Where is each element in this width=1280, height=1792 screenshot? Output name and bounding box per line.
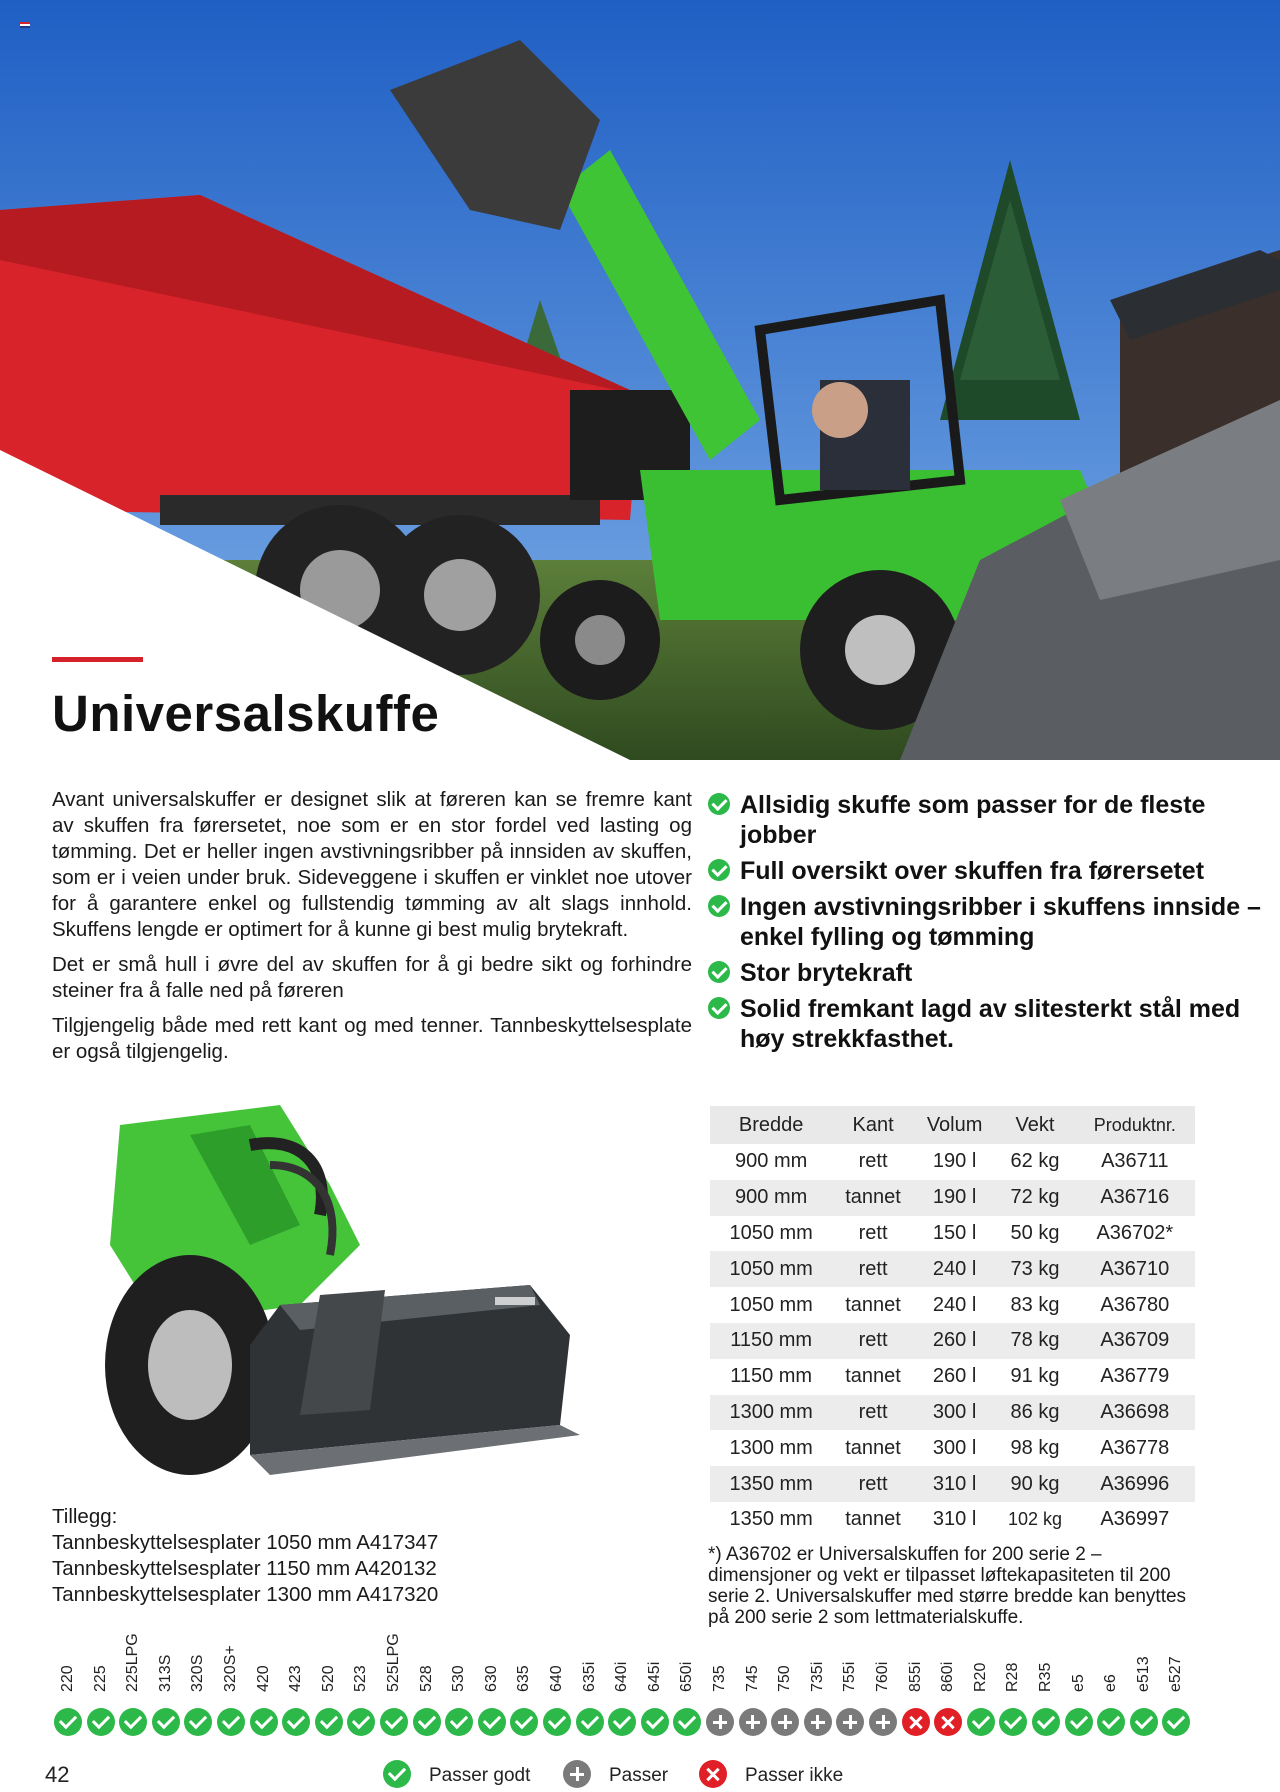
check-icon bbox=[510, 1708, 538, 1736]
table-row bbox=[710, 1216, 1195, 1252]
plus-icon bbox=[706, 1708, 734, 1736]
model-name: 650i bbox=[678, 1661, 696, 1692]
check-icon bbox=[543, 1708, 571, 1736]
model-label bbox=[443, 1632, 475, 1692]
table-cell: 1150 mm bbox=[710, 1323, 832, 1359]
check-icon bbox=[315, 1708, 343, 1736]
model-name: 750 bbox=[776, 1665, 794, 1692]
model-name: R35 bbox=[1037, 1662, 1054, 1692]
check-icon bbox=[641, 1708, 669, 1736]
table-cell: 72 kg bbox=[995, 1180, 1074, 1216]
plus-icon bbox=[869, 1708, 897, 1736]
table-cell: rett bbox=[832, 1251, 914, 1287]
table-cell: 1350 mm bbox=[710, 1502, 832, 1538]
accessory-line: Tannbeskyttelsesplater 1300 mm A417320 bbox=[52, 1583, 439, 1606]
table-row bbox=[710, 1323, 1195, 1359]
table-row bbox=[710, 1251, 1195, 1287]
column-header: Volum bbox=[914, 1106, 996, 1144]
legend-label: Passer bbox=[609, 1765, 669, 1786]
model-name: 320S+ bbox=[222, 1645, 239, 1692]
model-name: 220 bbox=[59, 1665, 76, 1692]
table-cell: 102 kg bbox=[995, 1502, 1074, 1538]
model-label bbox=[280, 1632, 312, 1692]
spec-table bbox=[710, 1106, 1195, 1538]
check-icon bbox=[54, 1708, 82, 1736]
model-name: 320S bbox=[189, 1654, 207, 1692]
table-cell: A36997 bbox=[1075, 1502, 1195, 1538]
table-row bbox=[710, 1466, 1195, 1502]
table-cell: tannet bbox=[832, 1287, 914, 1323]
check-icon bbox=[282, 1708, 310, 1736]
check-icon bbox=[967, 1708, 995, 1736]
table-cell: 86 kg bbox=[995, 1395, 1074, 1431]
table-cell: 310 l bbox=[914, 1466, 996, 1502]
model-label bbox=[378, 1632, 410, 1692]
accessory-line: Tannbeskyttelsesplater 1050 mm A417347 bbox=[52, 1531, 439, 1554]
model-name: 640i bbox=[613, 1661, 631, 1692]
model-name: e5 bbox=[1069, 1674, 1087, 1692]
feature-text: Allsidig skuffe som passer for de fleste jobber bbox=[740, 791, 1206, 849]
check-icon bbox=[1162, 1708, 1190, 1736]
plus-icon bbox=[771, 1708, 799, 1736]
feature-item bbox=[708, 856, 1268, 886]
intro-paragraph: Avant universalskuffer er designet slik at føreren kan se fremre kant av skuffen fra førersetet, noe som er en stor fordel ved lasting og tømming. Det er heller ingen avstivningsribber på innsiden av skuffen, som er i veien under bruk. Sideveggene i skuffen er vinklet noe utover for å garantere enkel og fullstendig tømming av alt slags innhold. Skuffens lengde er optimert for å kunne gi best mulig brytekraft. bbox=[52, 788, 692, 941]
check-icon bbox=[152, 1708, 180, 1736]
table-cell: 1300 mm bbox=[710, 1430, 832, 1466]
model-label bbox=[52, 1632, 84, 1692]
table-row bbox=[710, 1502, 1195, 1538]
check-icon bbox=[478, 1708, 506, 1736]
model-name: 855i bbox=[906, 1661, 924, 1692]
table-cell: rett bbox=[832, 1323, 914, 1359]
table-cell: 900 mm bbox=[710, 1144, 832, 1180]
table-cell: 310 l bbox=[914, 1502, 996, 1538]
model-name: 635i bbox=[580, 1661, 598, 1692]
table-cell: rett bbox=[832, 1216, 914, 1252]
model-label bbox=[411, 1632, 443, 1692]
feature-item bbox=[708, 994, 1268, 1054]
check-icon bbox=[119, 1708, 147, 1736]
column-header: Vekt bbox=[995, 1106, 1074, 1144]
model-label bbox=[639, 1632, 671, 1692]
model-name: 645i bbox=[645, 1661, 663, 1692]
title-accent-line bbox=[52, 657, 143, 662]
table-cell: 240 l bbox=[914, 1251, 996, 1287]
table-cell: 1300 mm bbox=[710, 1395, 832, 1431]
check-icon bbox=[708, 961, 730, 983]
check-icon bbox=[673, 1708, 701, 1736]
table-cell: 1050 mm bbox=[710, 1251, 832, 1287]
model-name: 640 bbox=[548, 1665, 565, 1692]
table-cell: A36702* bbox=[1075, 1216, 1195, 1252]
table-cell: rett bbox=[832, 1144, 914, 1180]
table-cell: 90 kg bbox=[995, 1466, 1074, 1502]
column-header: Kant bbox=[832, 1106, 914, 1144]
check-icon bbox=[445, 1708, 473, 1736]
plus-icon bbox=[563, 1760, 591, 1788]
model-label bbox=[541, 1632, 573, 1692]
model-name: 735i bbox=[808, 1661, 826, 1692]
table-cell: 190 l bbox=[914, 1180, 996, 1216]
feature-item bbox=[708, 958, 1268, 988]
table-cell: A36710 bbox=[1075, 1251, 1195, 1287]
bucket-product-image bbox=[100, 1105, 660, 1505]
check-icon bbox=[347, 1708, 375, 1736]
model-label bbox=[150, 1632, 182, 1692]
legend-label: Passer godt bbox=[429, 1765, 531, 1786]
table-cell: 900 mm bbox=[710, 1180, 832, 1216]
model-label bbox=[737, 1632, 769, 1692]
model-label bbox=[476, 1632, 508, 1692]
table-cell: 73 kg bbox=[995, 1251, 1074, 1287]
page-number: 42 bbox=[45, 1762, 70, 1787]
feature-text: Full oversikt over skuffen fra førersetet bbox=[740, 857, 1205, 885]
table-cell: 1350 mm bbox=[710, 1466, 832, 1502]
table-cell: 300 l bbox=[914, 1395, 996, 1431]
model-label bbox=[1160, 1632, 1192, 1692]
table-cell: 150 l bbox=[914, 1216, 996, 1252]
model-name: 755i bbox=[841, 1661, 859, 1692]
check-icon bbox=[1097, 1708, 1125, 1736]
table-cell: 91 kg bbox=[995, 1359, 1074, 1395]
cross-icon bbox=[699, 1760, 727, 1788]
check-icon bbox=[708, 793, 730, 815]
model-label bbox=[997, 1632, 1029, 1692]
model-name: 760i bbox=[874, 1661, 891, 1692]
cross-icon bbox=[934, 1708, 962, 1736]
table-row bbox=[710, 1180, 1195, 1216]
model-label bbox=[671, 1632, 703, 1692]
check-icon bbox=[217, 1708, 245, 1736]
table-cell: 260 l bbox=[914, 1359, 996, 1395]
model-name: 528 bbox=[417, 1665, 435, 1692]
hero-photo bbox=[0, 0, 1280, 760]
table-header-row bbox=[710, 1106, 1195, 1144]
table-cell: tannet bbox=[832, 1430, 914, 1466]
plus-icon bbox=[836, 1708, 864, 1736]
model-label bbox=[900, 1632, 932, 1692]
feature-text: Solid fremkant lagd av slitesterkt stål med høy strekkfasthet. bbox=[740, 995, 1241, 1053]
model-label bbox=[867, 1632, 899, 1692]
table-cell: 190 l bbox=[914, 1144, 996, 1180]
check-icon bbox=[87, 1708, 115, 1736]
check-icon bbox=[999, 1708, 1027, 1736]
check-icon bbox=[1032, 1708, 1060, 1736]
model-name: 735 bbox=[711, 1665, 728, 1692]
feature-text: Ingen avstivningsribber i skuffens innside – enkel fylling og tømming bbox=[740, 893, 1261, 951]
model-label bbox=[932, 1632, 964, 1692]
check-icon bbox=[576, 1708, 604, 1736]
check-icon bbox=[708, 997, 730, 1019]
column-header: Produktnr. bbox=[1075, 1106, 1195, 1144]
table-cell: 62 kg bbox=[995, 1144, 1074, 1180]
model-name: 520 bbox=[319, 1665, 337, 1692]
model-name: 523 bbox=[352, 1665, 370, 1692]
table-cell: A36778 bbox=[1075, 1430, 1195, 1466]
accessory-line: Tannbeskyttelsesplater 1150 mm A420132 bbox=[52, 1557, 437, 1580]
table-cell: rett bbox=[832, 1395, 914, 1431]
model-name: 420 bbox=[254, 1665, 272, 1692]
table-cell: A36711 bbox=[1075, 1144, 1195, 1180]
model-name: e6 bbox=[1102, 1674, 1120, 1692]
column-header: Bredde bbox=[710, 1106, 832, 1144]
model-label bbox=[834, 1632, 866, 1692]
model-label bbox=[313, 1632, 345, 1692]
plus-icon bbox=[739, 1708, 767, 1736]
table-cell: 260 l bbox=[914, 1323, 996, 1359]
model-name: 630 bbox=[482, 1665, 500, 1692]
footnote: *) A36702 er Universalskuffen for 200 serie 2 – dimensjoner og vekt er tilpasset løftekapasiteten til 200 serie 2. Universalskuffer med større bredde kan benyttes på 200 serie 2 som lettmaterialskuffe. bbox=[708, 1544, 1187, 1628]
model-name: 225 bbox=[91, 1665, 109, 1692]
model-label bbox=[1030, 1632, 1062, 1692]
model-name: e527 bbox=[1167, 1656, 1185, 1692]
feature-item bbox=[708, 892, 1268, 952]
flag-icon bbox=[20, 22, 30, 28]
table-cell: A36779 bbox=[1075, 1359, 1195, 1395]
model-name: R28 bbox=[1004, 1662, 1022, 1692]
table-row bbox=[710, 1287, 1195, 1323]
model-label bbox=[1128, 1632, 1160, 1692]
table-cell: tannet bbox=[832, 1359, 914, 1395]
model-name: 423 bbox=[287, 1665, 305, 1692]
table-cell: 1050 mm bbox=[710, 1216, 832, 1252]
check-icon bbox=[1130, 1708, 1158, 1736]
check-icon bbox=[708, 895, 730, 917]
check-icon bbox=[383, 1760, 411, 1788]
table-cell: 50 kg bbox=[995, 1216, 1074, 1252]
model-label bbox=[606, 1632, 638, 1692]
check-icon bbox=[250, 1708, 278, 1736]
model-name: 530 bbox=[450, 1665, 468, 1692]
check-icon bbox=[708, 859, 730, 881]
table-cell: A36709 bbox=[1075, 1323, 1195, 1359]
intro-text bbox=[52, 787, 692, 1074]
model-label bbox=[802, 1632, 834, 1692]
model-name: 525LPG bbox=[385, 1633, 402, 1692]
plus-icon bbox=[804, 1708, 832, 1736]
cross-icon bbox=[902, 1708, 930, 1736]
check-icon bbox=[608, 1708, 636, 1736]
table-row bbox=[710, 1144, 1195, 1180]
model-name: 745 bbox=[743, 1665, 761, 1692]
table-cell: 98 kg bbox=[995, 1430, 1074, 1466]
model-label bbox=[345, 1632, 377, 1692]
model-label bbox=[769, 1632, 801, 1692]
table-cell: 1150 mm bbox=[710, 1359, 832, 1395]
table-cell: 78 kg bbox=[995, 1323, 1074, 1359]
model-label bbox=[85, 1632, 117, 1692]
table-row bbox=[710, 1395, 1195, 1431]
feature-item bbox=[708, 790, 1268, 850]
compatibility-indicators bbox=[52, 1708, 1192, 1738]
model-name: 860i bbox=[939, 1661, 957, 1692]
accessories-block bbox=[52, 1504, 438, 1608]
model-name: 313S bbox=[156, 1654, 174, 1692]
model-label bbox=[704, 1632, 736, 1692]
feature-list bbox=[708, 790, 1268, 1060]
legend-label: Passer ikke bbox=[745, 1765, 844, 1786]
model-name: R20 bbox=[971, 1662, 989, 1692]
model-name: 635 bbox=[515, 1665, 533, 1692]
intro-paragraph: Det er små hull i øvre del av skuffen for å gi bedre sikt og forhindre steiner fra å falle ned på føreren bbox=[52, 953, 692, 1002]
model-label bbox=[508, 1632, 540, 1692]
feature-text: Stor brytekraft bbox=[740, 959, 913, 987]
compatibility-model-labels bbox=[52, 1632, 1192, 1692]
model-label bbox=[1063, 1632, 1095, 1692]
model-name: 225LPG bbox=[124, 1633, 142, 1692]
model-label bbox=[215, 1632, 247, 1692]
table-cell: 240 l bbox=[914, 1287, 996, 1323]
model-label bbox=[965, 1632, 997, 1692]
check-icon bbox=[184, 1708, 212, 1736]
table-cell: rett bbox=[832, 1466, 914, 1502]
table-row bbox=[710, 1359, 1195, 1395]
table-cell: 300 l bbox=[914, 1430, 996, 1466]
table-cell: 1050 mm bbox=[710, 1287, 832, 1323]
page-title: Universalskuffe bbox=[52, 685, 440, 742]
intro-paragraph: Tilgjengelig både med rett kant og med tenner. Tannbeskyttelsesplate er også tilgjengelig. bbox=[52, 1014, 692, 1063]
table-cell: A36716 bbox=[1075, 1180, 1195, 1216]
model-label bbox=[574, 1632, 606, 1692]
table-cell: tannet bbox=[832, 1180, 914, 1216]
model-label bbox=[117, 1632, 149, 1692]
table-cell: A36780 bbox=[1075, 1287, 1195, 1323]
model-label bbox=[248, 1632, 280, 1692]
model-label bbox=[182, 1632, 214, 1692]
table-cell: 83 kg bbox=[995, 1287, 1074, 1323]
check-icon bbox=[1065, 1708, 1093, 1736]
model-name: e513 bbox=[1134, 1656, 1152, 1692]
model-label bbox=[1095, 1632, 1127, 1692]
accessories-heading: Tillegg: bbox=[52, 1505, 118, 1528]
table-cell: tannet bbox=[832, 1502, 914, 1538]
table-cell: A36996 bbox=[1075, 1466, 1195, 1502]
table-row bbox=[710, 1430, 1195, 1466]
check-icon bbox=[413, 1708, 441, 1736]
table-cell: A36698 bbox=[1075, 1395, 1195, 1431]
check-icon bbox=[380, 1708, 408, 1736]
